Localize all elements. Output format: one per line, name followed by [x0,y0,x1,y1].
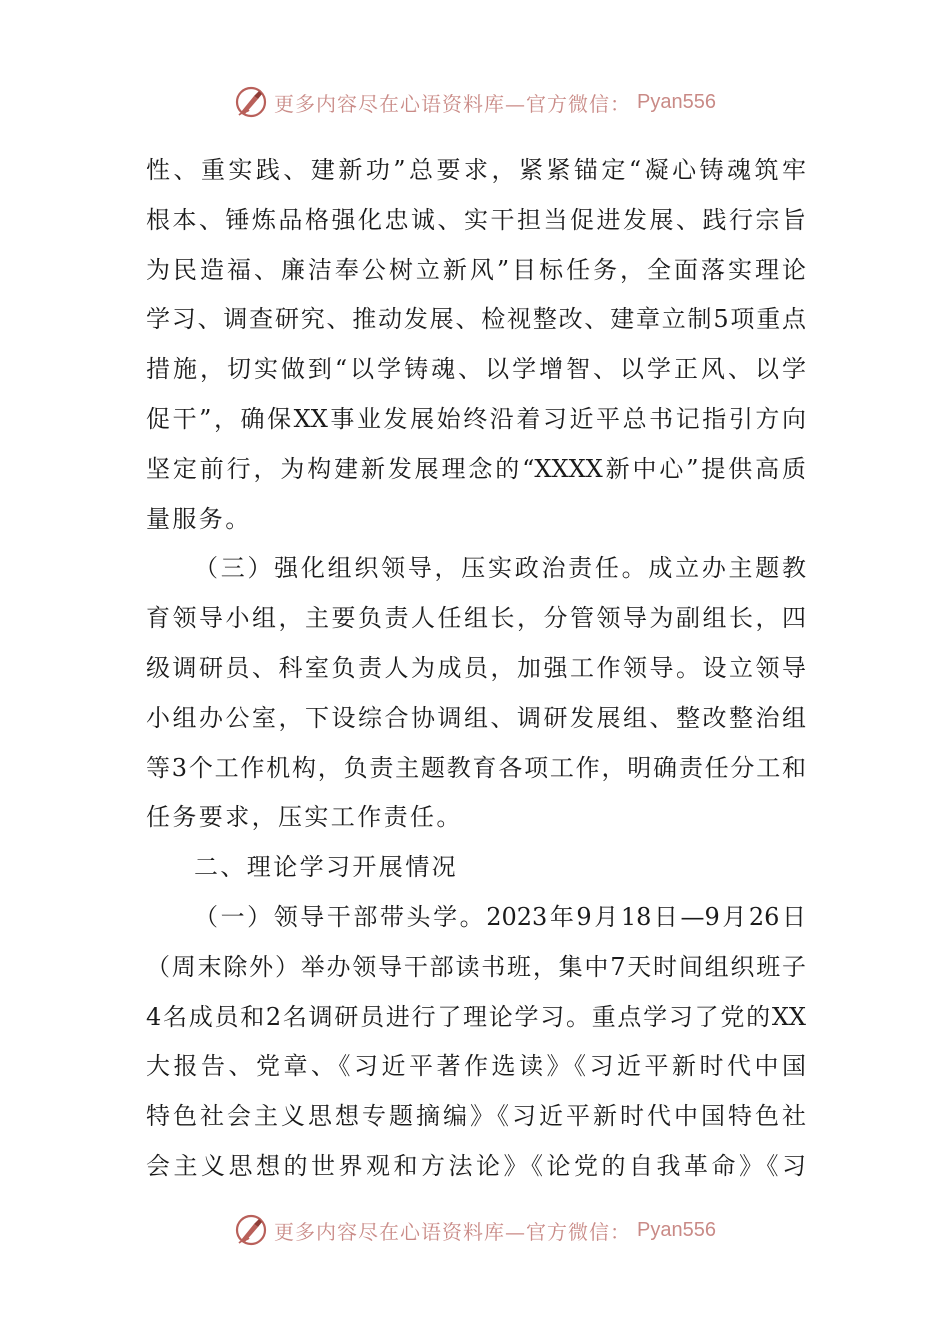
watermark-id: Pyan556 [637,1218,716,1241]
text-line: 性、重实践、建新功”总要求，紧紧锚定“凝心铸魂筑牢 [146,156,806,184]
text-line: （一）领导干部带头学。2023年9月18日—9月26日 [194,902,806,931]
text-line: 特色社会主义思想专题摘编》《习近平新时代中国特色社 [146,1102,806,1131]
text-line: 学习、调查研究、推动发展、检视整改、建章立制5项重点 [146,305,806,334]
text-line: 级调研员、科室负责人为成员，加强工作领导。设立领导 [146,653,806,682]
text-line: 等3个工作机构，负责主题教育各项工作，明确责任分工和 [146,753,806,782]
document-body [146,146,806,1192]
text-line: 措施，切实做到“以学铸魂、以学增智、以学正风、以学 [146,355,806,384]
pen-logo-icon [234,85,268,119]
text-line: 坚定前行，为构建新发展理念的“XXXX新中心”提供高质 [146,454,806,483]
text-line: 会主义思想的世界观和方法论》《论党的自我革命》《习 [146,1151,806,1180]
text-line: 4名成员和2名调研员进行了理论学习。重点学习了党的XX [146,1002,806,1031]
watermark-id: Pyan556 [637,90,716,113]
watermark-text: 更多内容尽在心语资料库—官方微信： [274,1219,632,1244]
text-line: （周末除外）举办领导干部读书班，集中7天时间组织班子 [146,952,806,981]
text-line: 育领导小组，主要负责人任组长，分管领导为副组长，四 [146,604,806,633]
text-line: 二、理论学习开展情况 [194,853,458,882]
watermark-banner-bottom [0,1208,950,1252]
text-line: 小组办公室，下设综合协调组、调研发展组、整改整治组 [146,703,806,732]
text-line: 量服务。 [146,504,252,533]
text-line: 促干”，确保XX事业发展始终沿着习近平总书记指引方向 [146,404,806,433]
text-line: 为民造福、廉洁奉公树立新风”目标任务，全面落实理论 [146,255,806,284]
text-line: 根本、锤炼品格强化忠诚、实干担当促进发展、践行宗旨 [146,205,806,234]
watermark-text: 更多内容尽在心语资料库—官方微信： [274,91,632,116]
text-line: （三）强化组织领导，压实政治责任。成立办主题教 [194,554,806,583]
text-line: 任务要求，压实工作责任。 [146,803,463,832]
pen-logo-icon [234,1213,268,1247]
text-line: 大报告、党章、《习近平著作选读》《习近平新时代中国 [146,1052,806,1081]
watermark-banner-top [0,80,950,124]
